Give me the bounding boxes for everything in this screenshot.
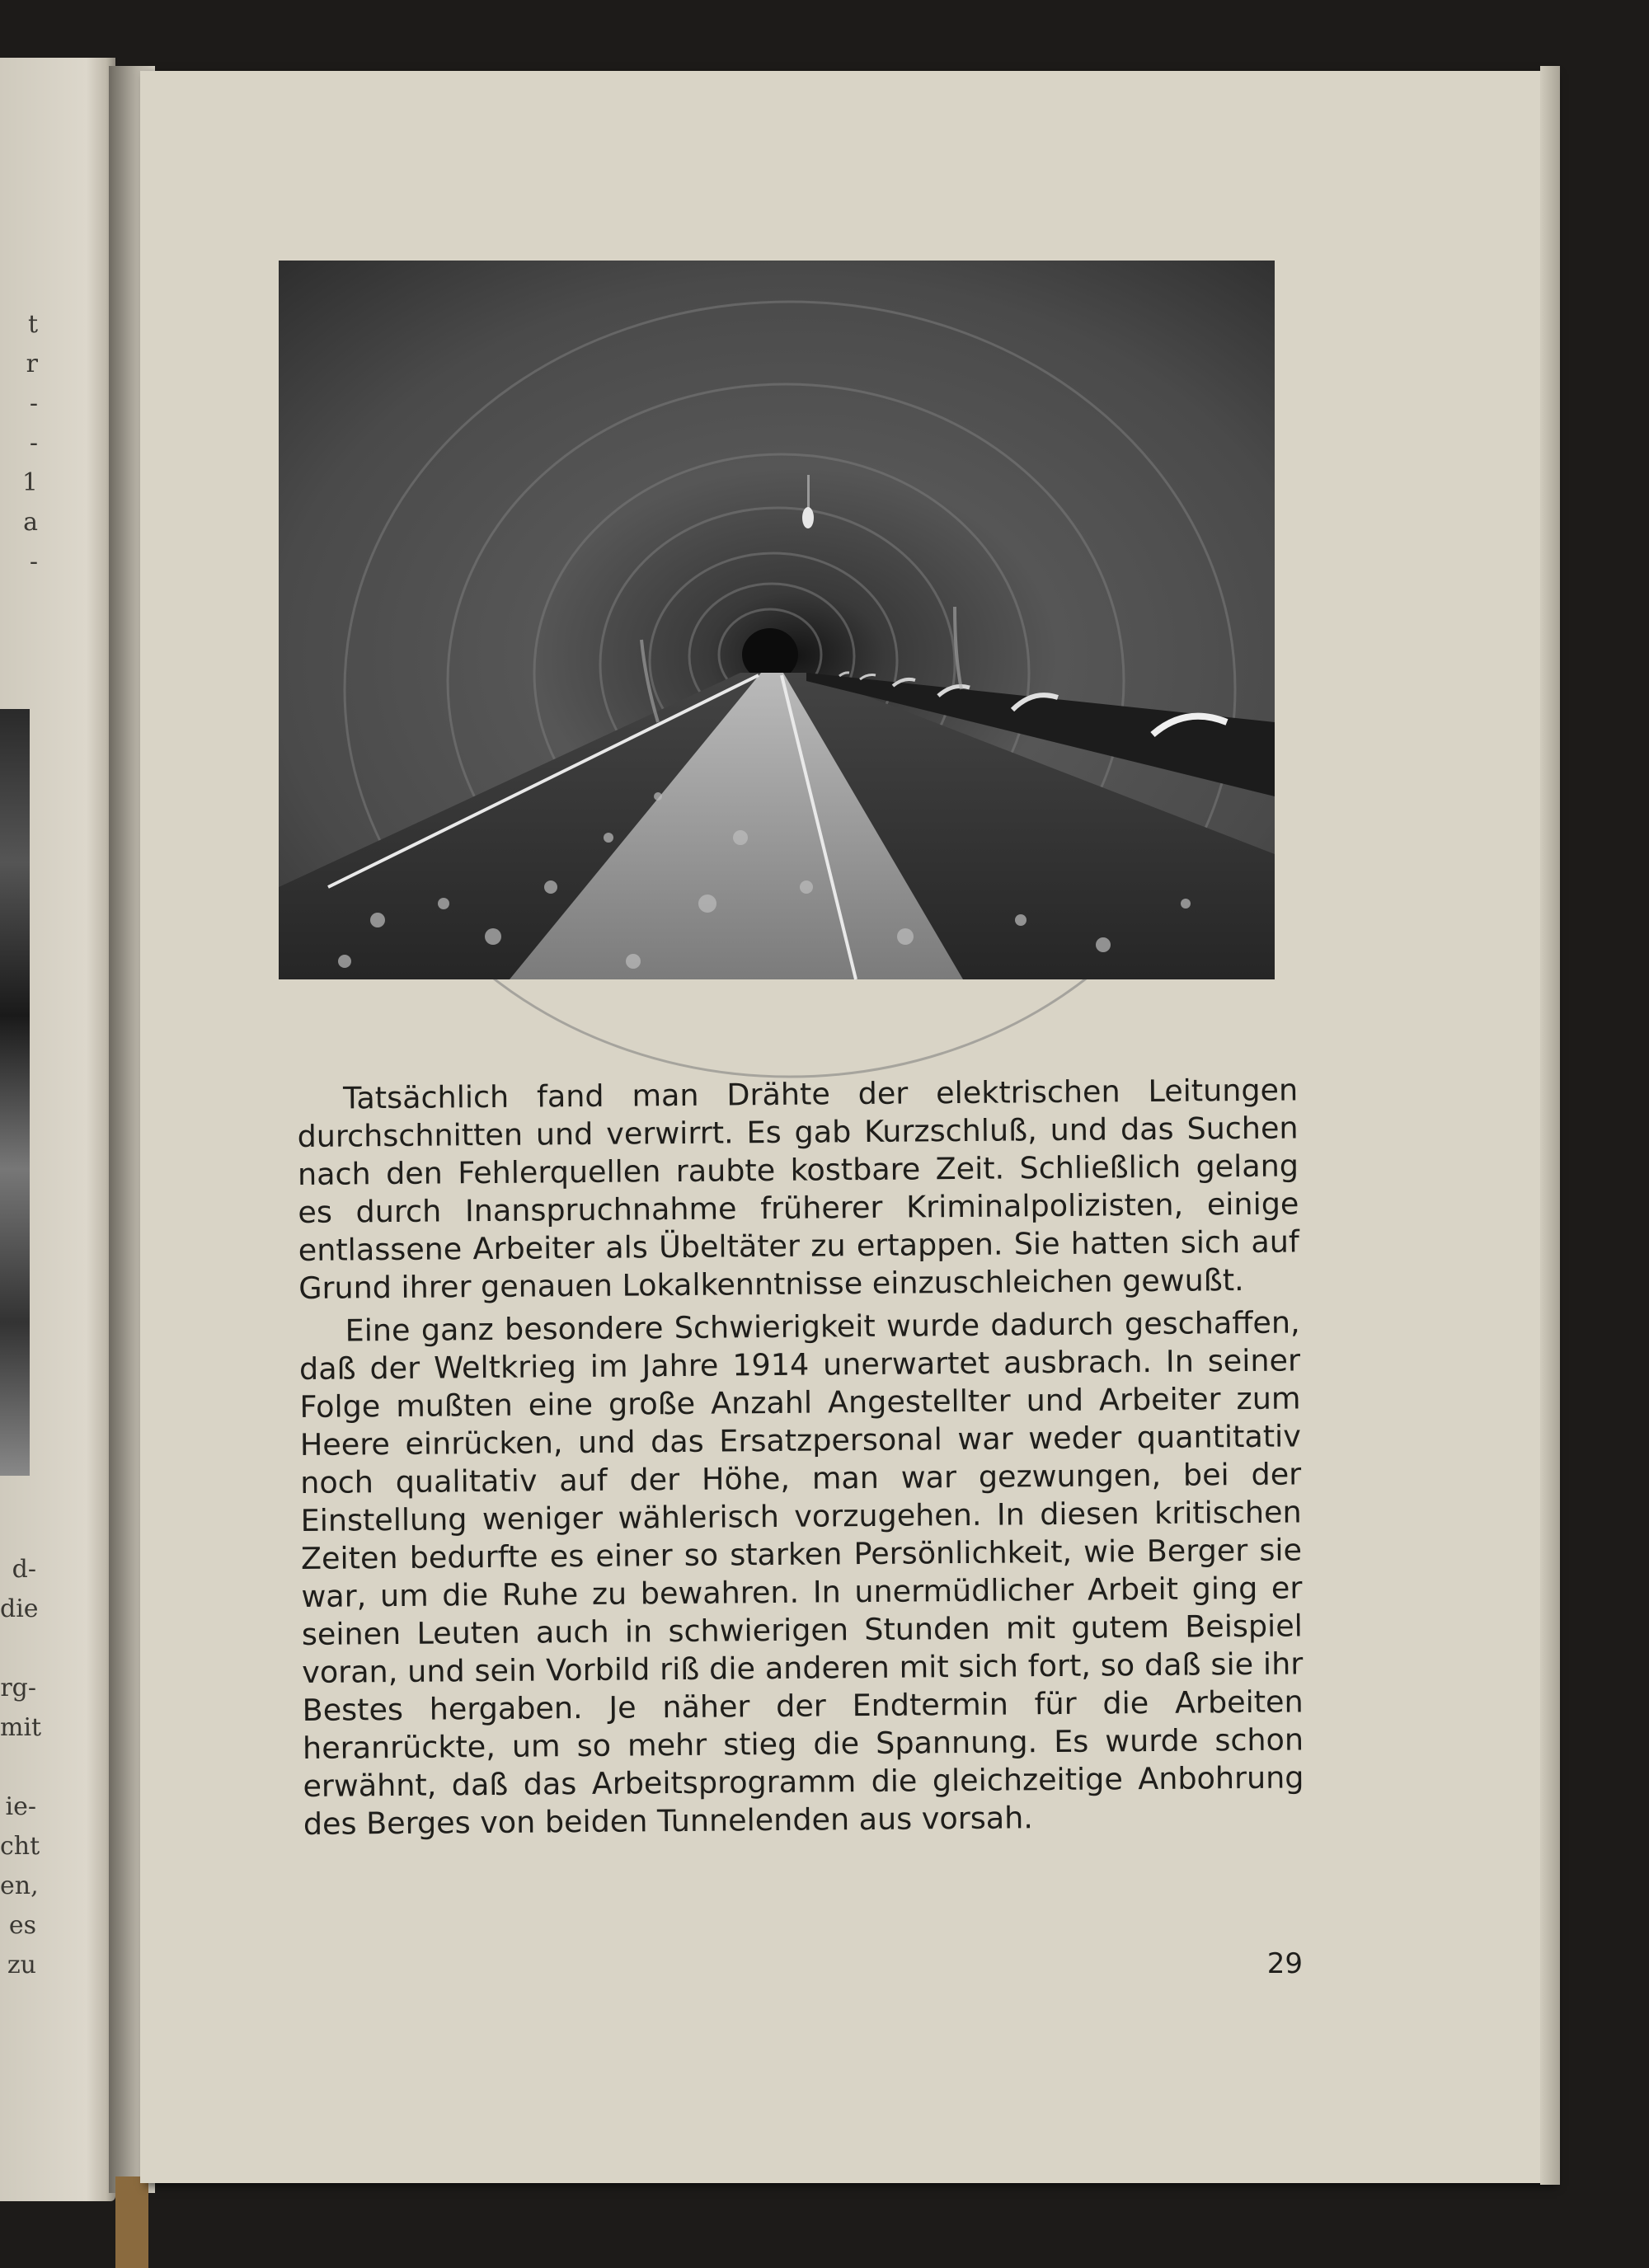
left-fragment: rg- xyxy=(0,1674,36,1702)
left-fragment: mit xyxy=(0,1713,42,1742)
left-fragment: zu xyxy=(7,1951,36,1979)
left-page-photo-edge xyxy=(0,709,30,1476)
left-fragment: - xyxy=(29,429,38,458)
left-fragment: die xyxy=(0,1594,39,1623)
left-fragment xyxy=(0,1748,36,1787)
lamp-cord xyxy=(807,475,810,508)
left-fragment: 1 xyxy=(21,468,38,497)
left-fragment: a xyxy=(23,508,38,537)
body-text xyxy=(297,1071,1304,1843)
left-fragment: - xyxy=(29,547,38,576)
page-edge xyxy=(1540,66,1560,2185)
left-fragment: cht xyxy=(0,1832,40,1861)
left-fragment: - xyxy=(29,389,38,418)
left-page xyxy=(0,58,115,2201)
left-page-text-fragments-bottom xyxy=(0,1550,42,1985)
lamp-icon xyxy=(802,507,814,528)
spine-tape xyxy=(115,2176,148,2268)
tunnel-photo-illustration xyxy=(279,261,1275,979)
paragraph: Eine ganz besondere Schwierigkeit wurde dadurch geschaffen, daß der Weltkrieg im Jahre 1914 unerwartet ausbrach. In seiner Folge mußten eine große Anzahl Angestellter und Arbeiter zum Heere einrücken, und das Ersatzpersonal war weder quantitativ noch qualitativ auf der Höhe, man war gezwungen, bei der Einstellung weniger wählerisch vorzugehen. In diesen kritischen Zeiten bedurfte es einer so starken Persönlichkeit, wie Berger sie war, um die Ruhe zu bewahren. In unermüdlicher Arbeit ging er seinen Leuten auch in schwierigen Stunden mit gutem Beispiel voran, und sein Vorbild riß die anderen mit sich fort, so daß sie ihr Bestes hergaben. Je näher der Endtermin für die Arbeiten heranrückte, um so mehr stieg die Spannung. Es wurde schon erwähnt, daß das Arbeitsprogramm die gleichzeitige Anbohrung des Berges von beiden Tunnelenden aus vorsah. xyxy=(298,1304,1304,1842)
left-fragment: r xyxy=(26,350,38,378)
tunnel-photograph xyxy=(279,261,1275,979)
left-fragment: t xyxy=(27,310,38,339)
page-number: 29 xyxy=(1266,1947,1303,1980)
left-fragment: es xyxy=(8,1911,36,1940)
left-page-text-fragments-top xyxy=(0,305,38,582)
left-fragment xyxy=(0,1629,36,1669)
left-fragment: ie- xyxy=(5,1792,36,1821)
paragraph: Tatsächlich fand man Drähte der elektrischen Leitungen durchschnitten und verwirrt. Es gab Kurzschluß, und das Suchen nach den Fehlerquellen raubte kostbare Zeit. Schließlich gelang es durch Inanspruchnahme früherer Kriminalpolizisten, einige entlassene Arbeiter als Übeltäter zu ertappen. Sie hatten sich auf Grund ihrer genauen Lokalkenntnisse einzuschleichen gewußt. xyxy=(297,1072,1299,1306)
left-fragment: d- xyxy=(12,1555,36,1584)
left-fragment: en, xyxy=(0,1871,39,1900)
